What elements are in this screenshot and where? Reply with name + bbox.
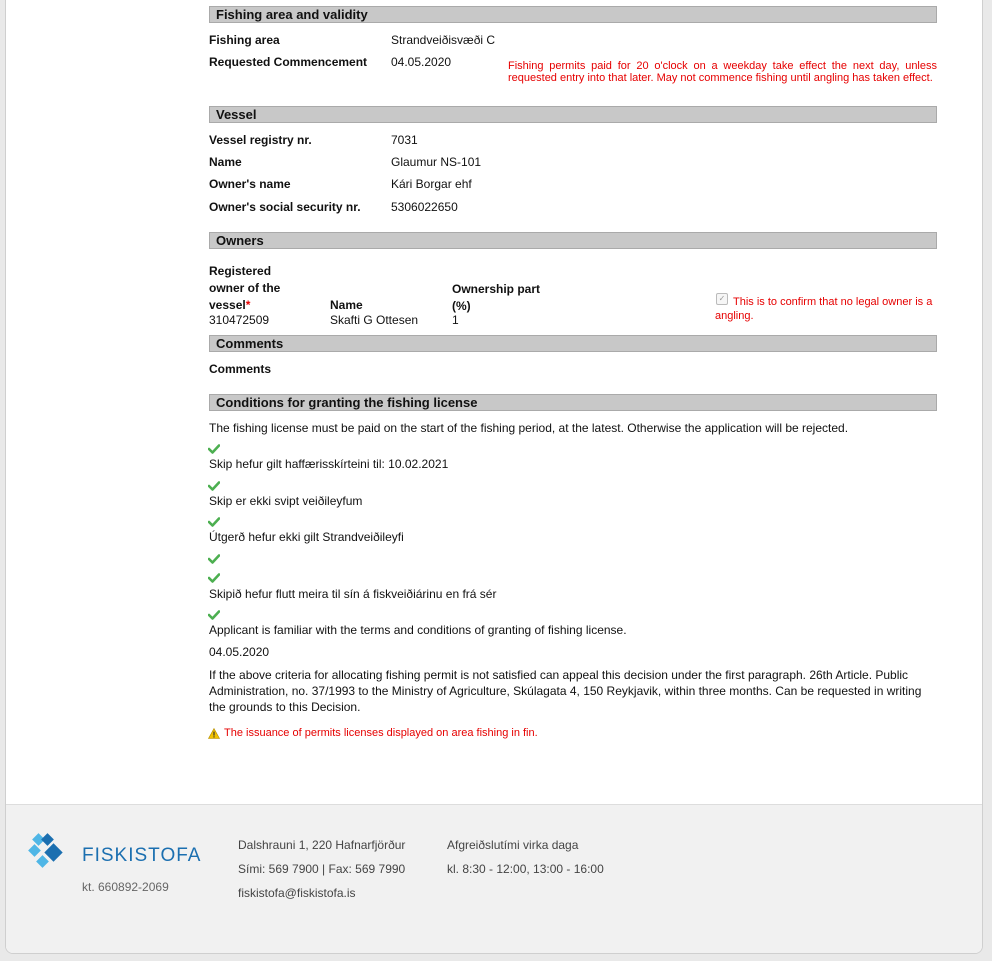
- company-kt: kt. 660892-2069: [82, 880, 169, 894]
- condition-item: Skip hefur gilt haffærisskírteini til: 10.02.2021: [209, 457, 449, 471]
- confirm-checkbox[interactable]: ✓: [716, 293, 728, 305]
- owners-col-owner: [209, 263, 299, 314]
- condition-item: Útgerð hefur ekki gilt Strandveiðileyfi: [209, 530, 404, 544]
- condition-item: Skip er ekki svipt veiðileyfum: [209, 494, 363, 508]
- vessel-registry-value: 7031: [391, 133, 418, 147]
- footer-hours: kl. 8:30 - 12:00, 13:00 - 16:00: [447, 862, 604, 876]
- owner-ssn-label: Owner's social security nr.: [209, 200, 361, 214]
- owner-name-value: Kári Borgar ehf: [391, 177, 472, 191]
- brand-name: FISKISTOFA: [82, 845, 202, 866]
- decision-date: 04.05.2020: [209, 645, 270, 659]
- fishing-area-label: Fishing area: [209, 33, 280, 47]
- check-icon: [208, 573, 220, 583]
- commencement-notice: Fishing permits paid for 20 o'clock on a weekday take effect the next day, unless requested entry into that later. May not commence fishing until angling has taken effect.: [508, 60, 937, 84]
- section-conditions-title: Conditions for granting the fishing license: [209, 394, 937, 411]
- owner-id-cell: 310472509: [209, 313, 270, 327]
- owner-part-cell: 1: [452, 313, 459, 327]
- check-icon: [208, 610, 220, 620]
- commencement-value: 04.05.2020: [391, 55, 452, 69]
- owner-ssn-value: 5306022650: [391, 200, 458, 214]
- footer-hours-title: Afgreiðslutími virka daga: [447, 838, 579, 852]
- vessel-name-value: Glaumur NS-101: [391, 155, 482, 169]
- commencement-label: Requested Commencement: [209, 55, 368, 69]
- condition-item: Applicant is familiar with the terms and conditions of granting of fishing license.: [209, 623, 627, 637]
- section-owners-title: Owners: [209, 232, 937, 249]
- owner-name-label: Owner's name: [209, 177, 291, 191]
- conditions-intro: The fishing license must be paid on the start of the fishing period, at the latest. Otherwise the application will be rejected.: [209, 421, 849, 435]
- check-icon: [208, 444, 220, 454]
- footer-address: Dalshrauni 1, 220 Hafnarfjörður: [238, 838, 406, 852]
- footer-phone: Sími: 569 7900 | Fax: 569 7990: [238, 862, 406, 876]
- comments-label: Comments: [209, 362, 272, 376]
- section-comments-title: Comments: [209, 335, 937, 352]
- confirm-text: This is to confirm that no legal owner is a angling.: [715, 296, 933, 322]
- owner-name-cell: Skafti G Ottesen: [330, 313, 419, 327]
- footer: [6, 804, 982, 954]
- section-vessel-title: Vessel: [209, 106, 937, 123]
- section-fishing-area-title: Fishing area and validity: [209, 6, 937, 23]
- fiskistofa-logo-icon: [28, 833, 72, 877]
- check-icon: [208, 554, 220, 564]
- fishing-area-value: Strandveiðisvæði C: [391, 33, 496, 47]
- owners-col-part: Ownership part (%): [452, 282, 541, 313]
- owners-col-name: Name: [330, 298, 363, 312]
- required-mark: *: [245, 298, 251, 312]
- condition-item: Skipið hefur flutt meira til sín á fiskveiðiárinu en frá sér: [209, 587, 497, 601]
- warning-icon: [208, 728, 220, 739]
- appeal-text: If the above criteria for allocating fishing permit is not satisfied can appeal this decision under the first paragraph. 26th Article. Public Administration, no. 37/1993 to the Ministry of Agriculture, Skúlagata 4, 150 Reykjavik, within three months. Can be requested in writing the grounds to this Decision.: [209, 668, 922, 714]
- check-icon: [208, 517, 220, 527]
- owners-col-owner-label: Registered owner of the vessel: [209, 264, 281, 312]
- check-icon: [208, 481, 220, 491]
- warning-text: The issuance of permits licenses displayed on area fishing in fin.: [224, 727, 538, 739]
- footer-email-link[interactable]: fiskistofa@fiskistofa.is: [238, 886, 356, 900]
- vessel-name-label: Name: [209, 155, 242, 169]
- application-page: [5, 0, 983, 954]
- vessel-registry-label: Vessel registry nr.: [209, 133, 312, 147]
